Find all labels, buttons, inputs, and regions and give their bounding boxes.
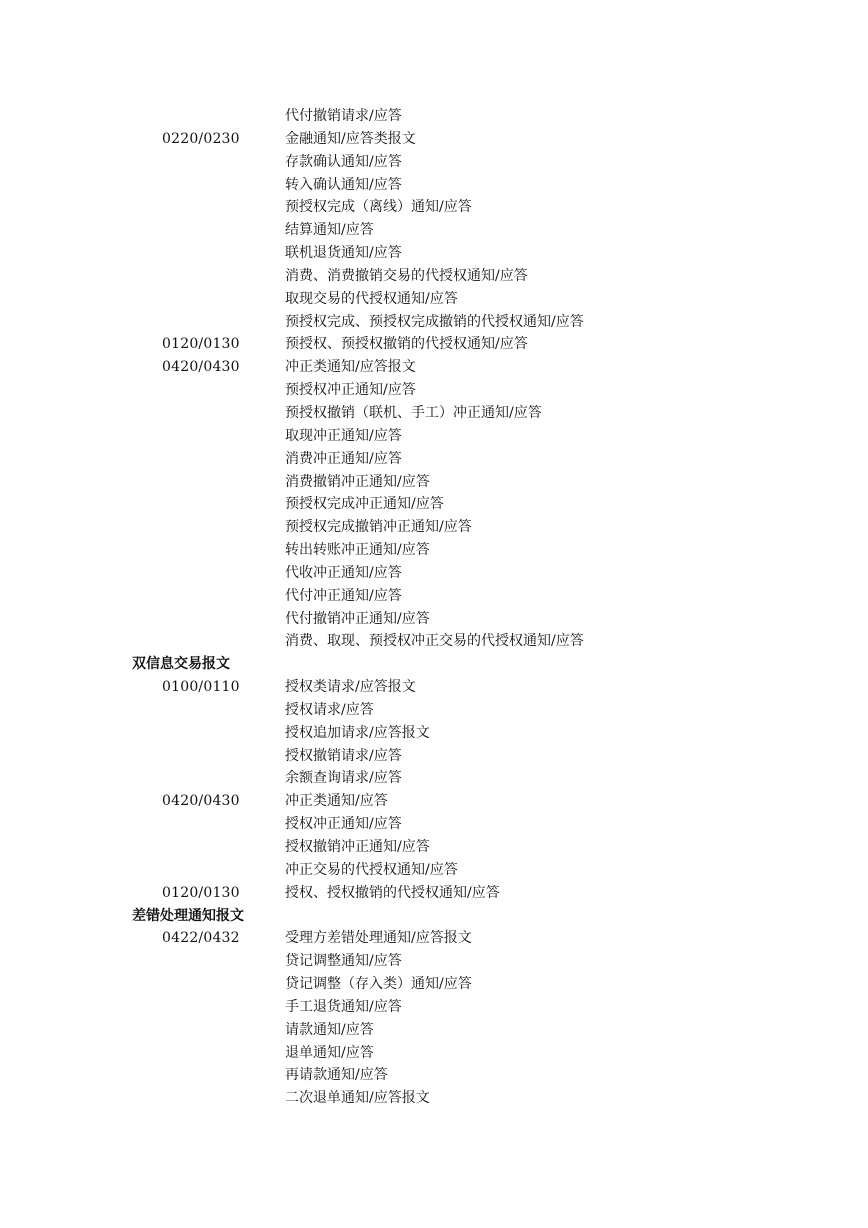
message-description: 授权请求/应答 [285,701,374,718]
section-heading-row [0,653,868,676]
message-description: 结算通知/应答 [285,222,374,239]
message-row [0,882,868,905]
message-description: 再请款通知/应答 [285,1067,388,1084]
message-row [0,379,868,402]
message-row [0,128,868,151]
message-type-list [0,105,868,1110]
message-row [0,105,868,128]
message-description: 余额查询请求/应答 [285,770,402,787]
message-description: 转出转账冲正通知/应答 [285,542,430,559]
message-row [0,1087,868,1110]
message-row [0,676,868,699]
message-description: 二次退单通知/应答报文 [285,1090,430,1107]
message-description: 手工退货通知/应答 [285,998,402,1015]
message-description: 联机退货通知/应答 [285,245,402,262]
message-description: 代付撤销请求/应答 [285,108,402,124]
message-code: 0100/0110 [162,679,240,696]
section-heading: 差错处理通知报文 [132,907,244,924]
message-description: 预授权完成、预授权完成撤销的代授权通知/应答 [285,313,584,330]
message-row [0,356,868,379]
message-row [0,516,868,539]
message-description: 授权、授权撤销的代授权通知/应答 [285,884,500,901]
message-description: 请款通知/应答 [285,1021,374,1038]
message-row [0,471,868,494]
message-description: 预授权完成撤销冲正通知/应答 [285,519,472,536]
message-code: 0422/0432 [162,930,240,947]
message-row [0,859,868,882]
message-description: 授权追加请求/应答报文 [285,724,430,741]
message-code: 0420/0430 [162,359,240,376]
message-row [0,265,868,288]
section-heading: 双信息交易报文 [132,656,230,673]
message-description: 贷记调整通知/应答 [285,953,402,970]
message-row [0,1042,868,1065]
message-description: 代收冲正通知/应答 [285,564,402,581]
message-row [0,448,868,471]
message-description: 冲正类通知/应答报文 [285,359,416,376]
message-row [0,311,868,334]
message-description: 消费撤销冲正通知/应答 [285,473,430,490]
message-description: 消费、取现、预授权冲正交易的代授权通知/应答 [285,633,584,650]
message-row [0,836,868,859]
message-row [0,196,868,219]
message-description: 代付撤销冲正通知/应答 [285,610,430,627]
message-description: 受理方差错处理通知/应答报文 [285,930,472,947]
message-description: 取现冲正通知/应答 [285,427,402,444]
message-description: 转入确认通知/应答 [285,176,402,193]
section-heading-row [0,905,868,928]
message-code: 0420/0430 [162,793,240,810]
message-row [0,493,868,516]
message-row [0,996,868,1019]
message-description: 冲正交易的代授权通知/应答 [285,861,458,878]
message-row [0,288,868,311]
message-code: 0120/0130 [162,336,240,353]
message-description: 预授权撤销（联机、手工）冲正通知/应答 [285,404,542,421]
message-row [0,219,868,242]
message-row [0,151,868,174]
message-description: 授权撤销冲正通知/应答 [285,839,430,855]
message-row [0,1019,868,1042]
message-row [0,608,868,631]
message-row [0,973,868,996]
message-description: 存款确认通知/应答 [285,153,402,170]
message-row [0,767,868,790]
message-description: 取现交易的代授权通知/应答 [285,290,458,307]
message-description: 预授权完成冲正通知/应答 [285,496,444,513]
message-description: 退单通知/应答 [285,1044,374,1061]
message-row [0,813,868,836]
message-description: 消费、消费撤销交易的代授权通知/应答 [285,267,528,284]
message-description: 消费冲正通知/应答 [285,450,402,467]
message-row [0,950,868,973]
message-code: 0220/0230 [162,130,240,147]
message-row [0,242,868,265]
message-description: 预授权完成（离线）通知/应答 [285,199,472,216]
message-row [0,539,868,562]
message-description: 贷记调整（存入类）通知/应答 [285,976,472,993]
message-description: 预授权冲正通知/应答 [285,382,416,399]
message-row [0,790,868,813]
message-description: 冲正类通知/应答 [285,793,388,810]
message-code: 0120/0130 [162,884,240,901]
message-row [0,1064,868,1087]
message-description: 授权冲正通知/应答 [285,816,402,833]
message-row [0,562,868,585]
message-row [0,333,868,356]
message-row [0,699,868,722]
message-row [0,402,868,425]
message-description: 代付冲正通知/应答 [285,587,402,604]
message-row [0,425,868,448]
message-description: 预授权、预授权撤销的代授权通知/应答 [285,336,528,353]
message-description: 授权类请求/应答报文 [285,679,416,696]
message-row [0,630,868,653]
message-row [0,927,868,950]
message-row [0,722,868,745]
message-row [0,174,868,197]
message-row [0,585,868,608]
message-description: 授权撤销请求/应答 [285,747,402,764]
message-description: 金融通知/应答类报文 [285,130,416,147]
message-row [0,745,868,768]
